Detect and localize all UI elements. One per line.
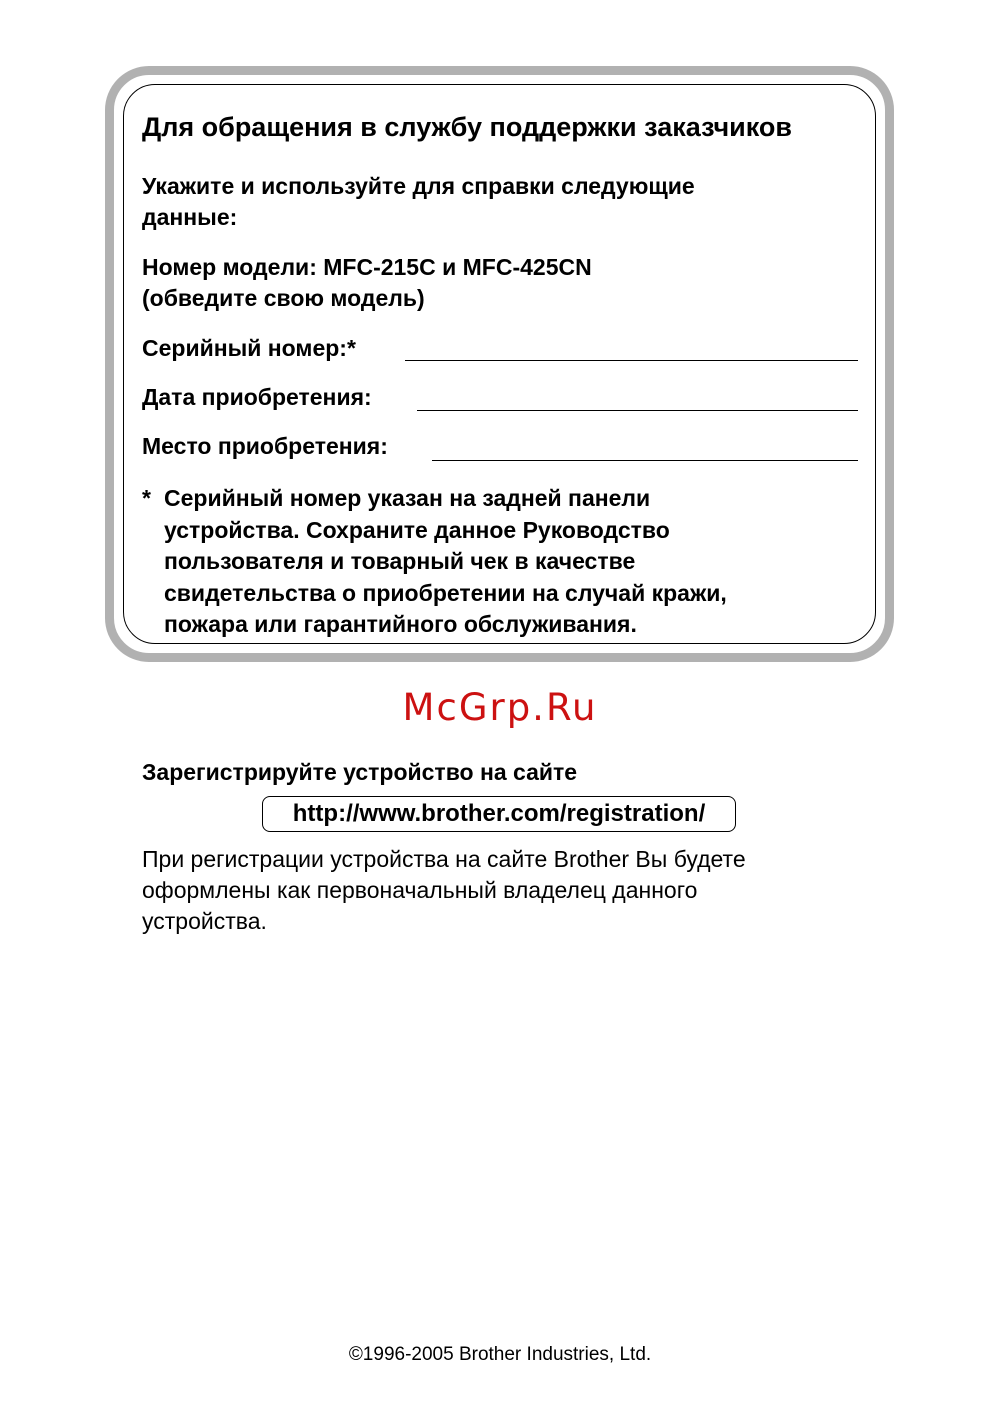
purchase-place-line [432, 460, 858, 461]
footnote-text [164, 483, 727, 641]
serial-number-label: Серийный номер:* [142, 335, 356, 361]
support-intro [142, 171, 695, 233]
footnote-asterisk: * [142, 485, 151, 511]
serial-number-line [405, 360, 858, 361]
registration-url-link[interactable]: http://www.brother.com/registration/ [262, 796, 736, 832]
registration-body [142, 844, 746, 937]
footnote-line: Серийный номер указан на задней панели [164, 485, 651, 511]
support-title: Для обращения в службу поддержки заказчиков [142, 112, 793, 142]
watermark: McGrp.Ru [402, 686, 598, 729]
footnote-line: устройства. Сохраните данное Руководство [164, 516, 670, 543]
registration-body-line: При регистрации устройства на сайте Brother Вы будете [142, 846, 746, 872]
support-intro-line: данные: [142, 204, 238, 230]
footnote-line: пользователя и товарный чек в качестве [164, 548, 636, 574]
footnote-line: пожара или гарантийного обслуживания. [164, 611, 637, 637]
registration-body-line: оформлены как первоначальный владелец данного [142, 877, 698, 903]
registration-body-line: устройства. [142, 908, 267, 934]
model-number-line: (обведите свою модель) [142, 285, 425, 311]
purchase-place-label: Место приобретения: [142, 433, 388, 459]
model-number-text [142, 252, 592, 314]
copyright-text: ©1996-2005 Brother Industries, Ltd. [348, 1344, 652, 1365]
registration-heading: Зарегистрируйте устройство на сайте [142, 759, 578, 785]
purchase-date-line [417, 410, 858, 411]
support-intro-line: Укажите и используйте для справки следующие [142, 173, 695, 199]
purchase-date-label: Дата приобретения: [142, 384, 372, 410]
footnote-line: свидетельства о приобретении на случай кражи, [164, 579, 727, 606]
model-number-line: Номер модели: MFC-215C и MFC-425CN [142, 254, 592, 280]
